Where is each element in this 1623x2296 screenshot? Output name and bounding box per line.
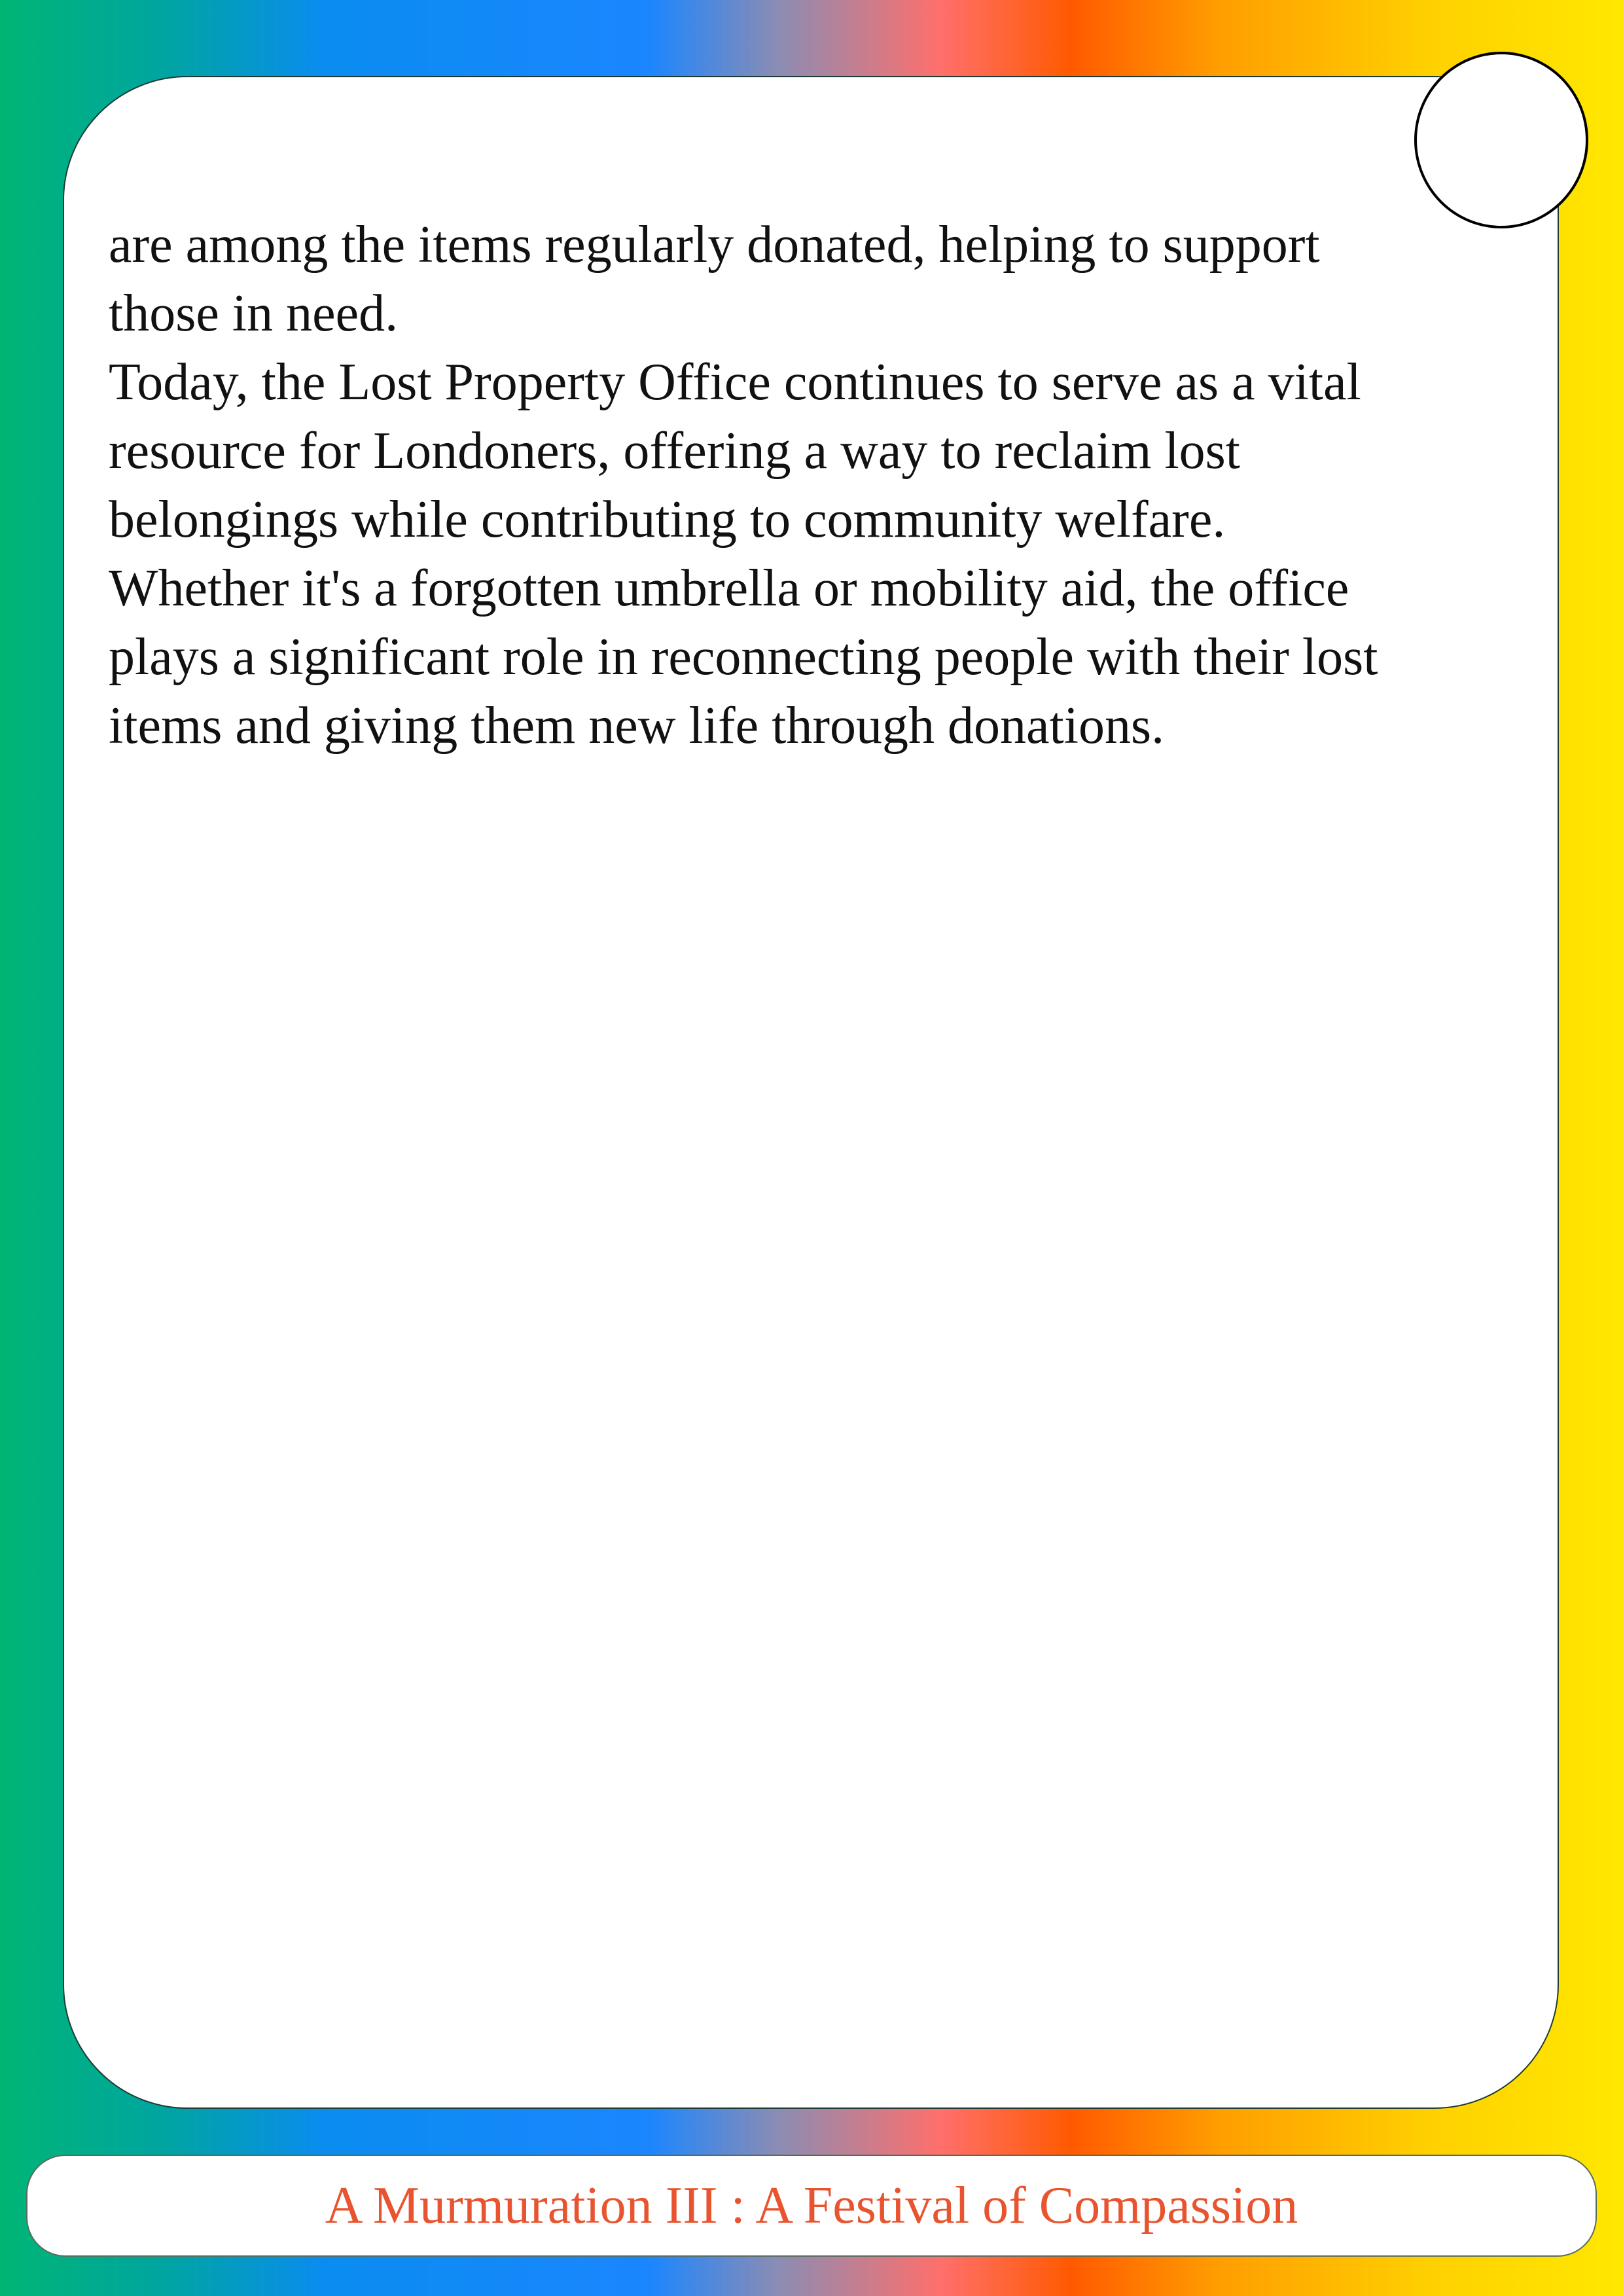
body-line: those in need. bbox=[109, 285, 399, 342]
body-line: belongings while contributing to community welfare. bbox=[109, 491, 1226, 548]
body-line: items and giving them new life through donations. bbox=[109, 697, 1165, 755]
footer-title: A Murmuration III : A Festival of Compassion bbox=[325, 2177, 1298, 2234]
footer-bar bbox=[26, 2155, 1597, 2257]
corner-circle-decoration bbox=[1414, 52, 1588, 228]
body-line: resource for Londoners, offering a way to reclaim lost bbox=[109, 422, 1241, 480]
body-line: Whether it's a forgotten umbrella or mobility aid, the office bbox=[109, 560, 1349, 617]
body-line: plays a significant role in reconnecting people with their lost bbox=[109, 628, 1378, 686]
body-line: Today, the Lost Property Office continues to serve as a vital bbox=[109, 353, 1361, 411]
body-line: are among the items regularly donated, helping to support bbox=[109, 216, 1320, 274]
body-text bbox=[109, 211, 1535, 761]
